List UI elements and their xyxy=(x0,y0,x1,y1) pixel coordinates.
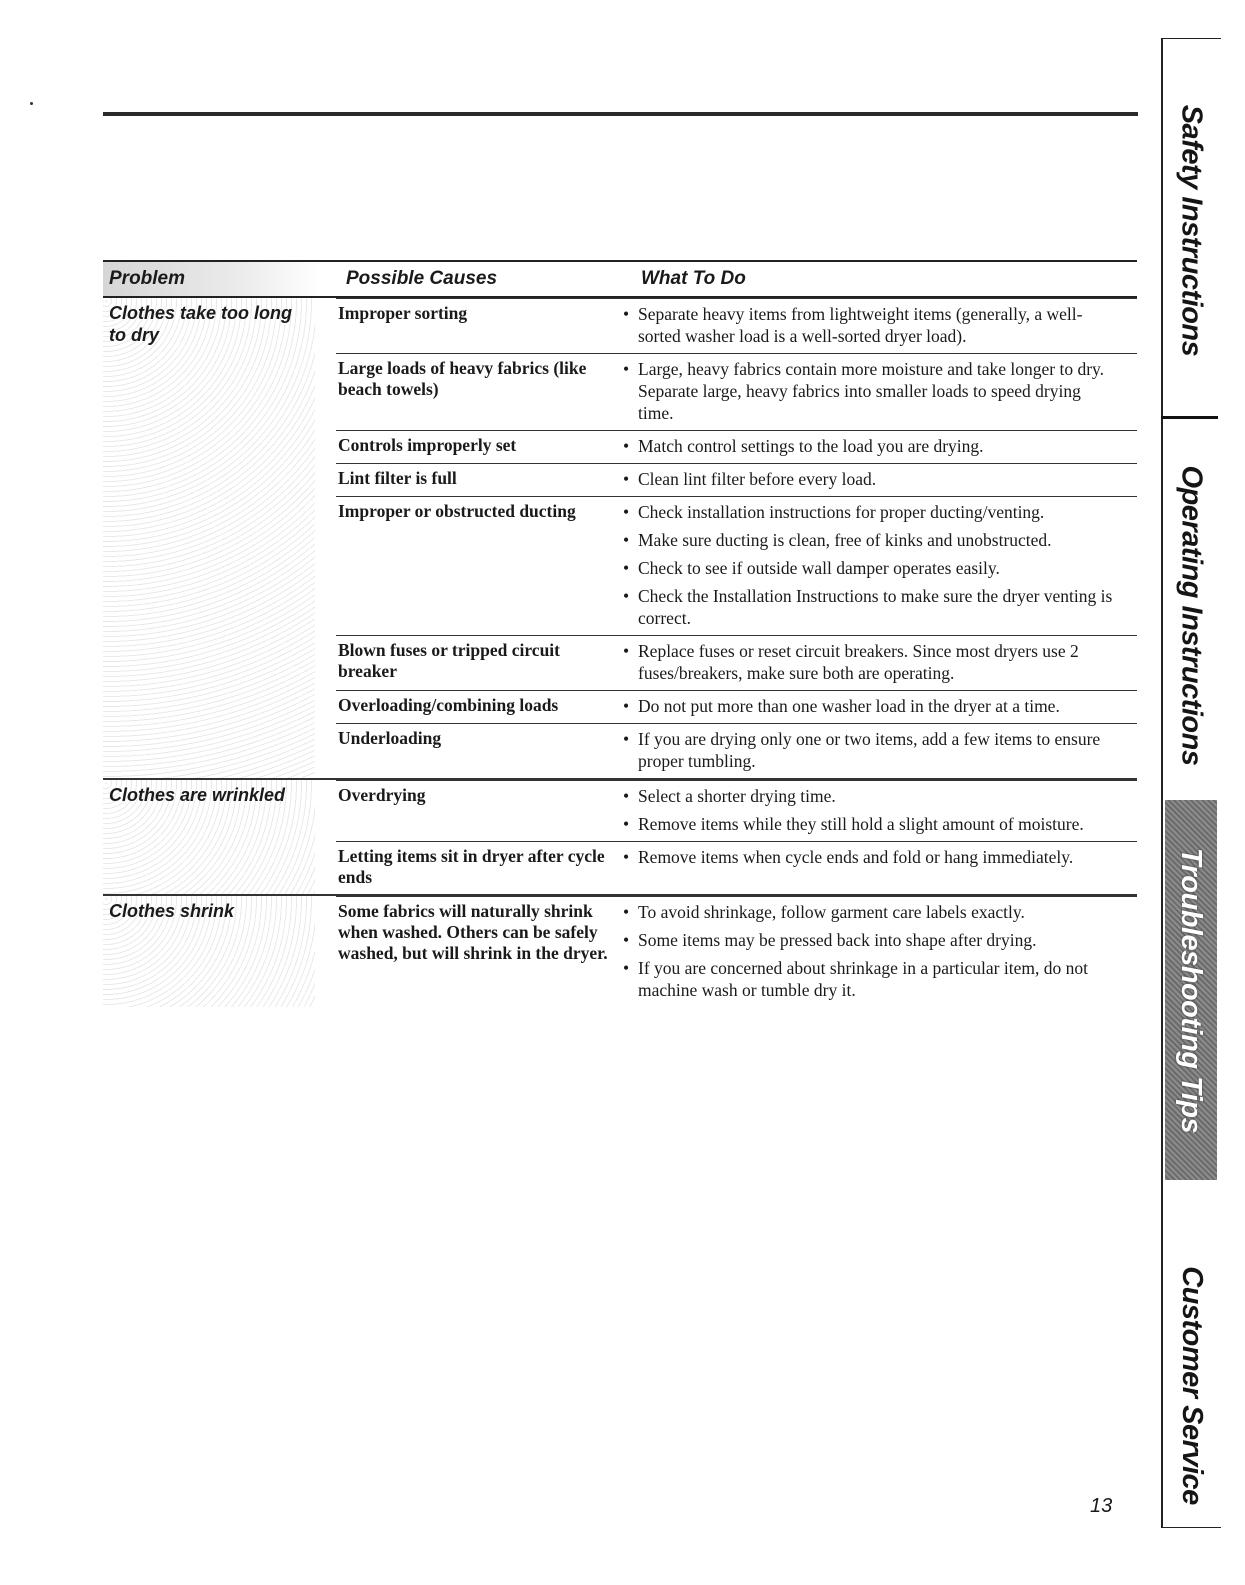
header-problem: Problem xyxy=(103,262,321,296)
what-to-do-item: • If you are concerned about shrinkage in a particular item, do not machine wash or tumble dry it. xyxy=(623,957,1113,1001)
side-tab-label: Operating Instructions xyxy=(1175,465,1208,765)
what-to-do-item: • If you are drying only one or two items, add a few items to ensure proper tumbling. xyxy=(623,728,1113,772)
possible-cause: Improper sorting xyxy=(338,303,468,323)
table-row xyxy=(336,635,1137,690)
what-to-do-item: • Remove items when cycle ends and fold or hang immediately. xyxy=(623,846,1113,868)
header-possible-causes: Possible Causes xyxy=(346,268,498,289)
what-to-do-item: • Separate heavy items from lightweight items (generally, a well-sorted washer load is a well-sorted dryer load). xyxy=(623,303,1113,347)
what-to-do-list xyxy=(623,435,1113,457)
possible-cause: Controls improperly set xyxy=(338,435,517,455)
possible-cause: Large loads of heavy fabrics (like beach towels) xyxy=(338,358,587,399)
what-to-do-item: • Make sure ducting is clean, free of kinks and unobstructed. xyxy=(623,529,1113,551)
page-number: 13 xyxy=(1090,1495,1113,1517)
side-tab-safety-instructions[interactable] xyxy=(1165,104,1217,356)
table-row xyxy=(336,430,1137,463)
side-nav-rule xyxy=(1161,38,1163,1528)
table-row xyxy=(336,690,1137,723)
table-body xyxy=(103,298,1137,1007)
what-to-do-item: • Replace fuses or reset circuit breakers. Since most dryers use 2 fuses/breakers, make sure both are operating. xyxy=(623,640,1113,684)
problem-group xyxy=(103,896,1137,1007)
what-to-do-item: • Select a shorter drying time. xyxy=(623,785,1113,807)
possible-cause: Underloading xyxy=(338,728,442,748)
what-to-do-item: • Check to see if outside wall damper operates easily. xyxy=(623,557,1113,579)
what-to-do-list xyxy=(623,785,1113,835)
what-to-do-list xyxy=(623,468,1113,490)
stray-mark xyxy=(30,102,33,105)
top-rule xyxy=(103,112,1138,116)
side-tab-label: Troubleshooting Tips xyxy=(1175,847,1208,1133)
problem-label: Clothes take too long to dry xyxy=(103,298,315,778)
table-row xyxy=(336,353,1137,430)
possible-cause: Overloading/combining loads xyxy=(338,695,559,715)
what-to-do-item: • Check the Installation Instructions to make sure the dryer venting is correct. xyxy=(623,585,1113,629)
side-tab-label: Safety Instructions xyxy=(1175,104,1208,356)
side-tab-troubleshooting-tips[interactable] xyxy=(1165,800,1217,1180)
what-to-do-item: • Remove items while they still hold a slight amount of moisture. xyxy=(623,813,1113,835)
what-to-do-list xyxy=(623,728,1113,772)
table-row xyxy=(336,780,1137,841)
table-row xyxy=(336,463,1137,496)
what-to-do-item: • Large, heavy fabrics contain more moisture and take longer to dry. Separate large, heavy fabrics into smaller loads to speed drying time. xyxy=(623,358,1113,424)
table-row xyxy=(336,723,1137,778)
what-to-do-list xyxy=(623,501,1113,629)
table-row xyxy=(336,496,1137,635)
problem-group xyxy=(103,780,1137,896)
what-to-do-item: • Clean lint filter before every load. xyxy=(623,468,1113,490)
header-what-to-do: What To Do xyxy=(641,268,746,289)
what-to-do-list xyxy=(623,303,1113,347)
table-header xyxy=(103,260,1137,298)
side-nav-separator xyxy=(1161,416,1218,419)
side-nav-bottom-line xyxy=(1161,1527,1221,1528)
problem-label: Clothes shrink xyxy=(103,896,315,1007)
troubleshooting-table xyxy=(103,260,1137,1007)
what-to-do-item: • Do not put more than one washer load in the dryer at a time. xyxy=(623,695,1113,717)
table-row xyxy=(336,841,1137,894)
what-to-do-list xyxy=(623,640,1113,684)
what-to-do-list xyxy=(623,695,1113,717)
side-tab-customer-service[interactable] xyxy=(1165,1265,1217,1505)
what-to-do-list xyxy=(623,358,1113,424)
possible-cause: Overdrying xyxy=(338,785,426,805)
problem-group xyxy=(103,298,1137,780)
what-to-do-item: • To avoid shrinkage, follow garment care labels exactly. xyxy=(623,901,1113,923)
table-row xyxy=(336,896,1137,1007)
what-to-do-item: • Some items may be pressed back into shape after drying. xyxy=(623,929,1113,951)
possible-cause: Lint filter is full xyxy=(338,468,457,488)
what-to-do-list xyxy=(623,846,1113,868)
side-tab-label: Customer Service xyxy=(1175,1265,1208,1505)
side-nav-top-line xyxy=(1161,38,1221,39)
possible-cause: Blown fuses or tripped circuit breaker xyxy=(338,640,560,681)
problem-label: Clothes are wrinkled xyxy=(103,780,315,894)
possible-cause: Some fabrics will naturally shrink when washed. Others can be safely washed, but will shrink in the dryer. xyxy=(338,901,608,963)
what-to-do-item: • Check installation instructions for proper ducting/venting. xyxy=(623,501,1113,523)
side-tab-operating-instructions[interactable] xyxy=(1165,465,1217,765)
what-to-do-item: • Match control settings to the load you are drying. xyxy=(623,435,1113,457)
table-row xyxy=(336,298,1137,353)
possible-cause: Letting items sit in dryer after cycle ends xyxy=(338,846,605,887)
possible-cause: Improper or obstructed ducting xyxy=(338,501,576,521)
what-to-do-list xyxy=(623,901,1113,1001)
